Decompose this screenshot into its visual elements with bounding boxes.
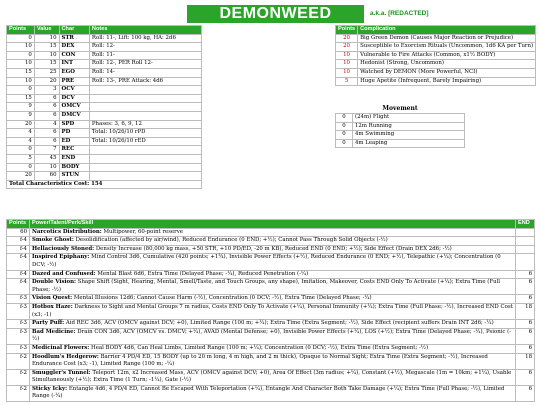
power-end: 18 [516,353,535,369]
complication-text: Hedonist (Strong, Uncommon) [358,60,536,69]
char-notes: Roll: 14- [89,68,201,77]
char-value: 7 [34,146,59,155]
char-notes: Roll: 12- [89,43,201,52]
movement-mode: 12m Running [353,122,465,131]
characteristics-total-row [7,180,202,189]
char-notes: Roll: 11-, Lift: 100 kg, HA: 2d6 [89,34,201,43]
power-description-cell [30,385,516,401]
char-name: DCV [59,94,89,103]
char-points: 10 [7,60,35,69]
power-end [516,237,535,246]
char-notes: Phases: 3, 6, 9, 12 [89,120,201,129]
power-row [7,245,535,254]
complications-header-row [336,26,536,35]
characteristic-row [7,111,202,120]
movement-row [336,122,465,131]
char-name: CON [59,51,89,60]
char-notes: Roll: 13-, PRE Attack: 4d6 [89,77,201,86]
char-points: 0 [7,51,35,60]
complication-points: 5 [336,77,358,86]
complications-body [336,34,536,86]
char-name: STR [59,34,89,43]
char-notes: Total: 10/26/10 rED [89,137,201,146]
movement-mode: (24m) Flight [353,114,465,123]
char-notes: Roll: 12-, PER Roll 12- [89,60,201,69]
char-name: END [59,154,89,163]
characteristics-table [6,25,202,189]
power-end: 18 [516,303,535,319]
char-name: STUN [59,172,89,181]
char-name: INT [59,60,89,69]
char-notes [89,154,201,163]
characteristic-row [7,34,202,43]
char-notes [89,94,201,103]
char-name: SPD [59,120,89,129]
power-points: f-4 [7,254,30,270]
characteristic-row [7,120,202,129]
char-name: PRE [59,77,89,86]
power-description: Mind Control 3d6, Cumulative (420 points; +1¾), Invisible Power Effects (+½), Reduced Endurance (0 END; +½), Telepathic (+¼); Concentration (0 DCV; -½) [32,254,501,268]
char-points: 10 [7,77,35,86]
power-description: Mental Blast 6d6, Extra Time (Delayed Phase; -¼), Reduced Penetration (-¼) [97,270,309,277]
characteristic-row [7,68,202,77]
char-notes: Total: 10/26/10 rPD [89,129,201,138]
characteristic-row [7,77,202,86]
char-notes [89,146,201,155]
power-name: Bad Medicine: [32,328,76,335]
power-row [7,295,535,304]
complication-points: 10 [336,68,358,77]
power-row [7,344,535,353]
movement-title: Movement [382,105,418,112]
complication-row [336,51,536,60]
movement-mode: 4m Leaping [353,139,465,148]
complication-row [336,68,536,77]
power-row [7,353,535,369]
char-points: 4 [7,137,35,146]
power-name: Party Puff: [32,320,65,327]
complication-points: 10 [336,60,358,69]
movement-table [335,104,465,148]
char-notes [89,111,201,120]
power-name: Double Vision: [32,279,77,286]
char-points: 20 [7,120,35,129]
power-points: f-3 [7,344,30,353]
power-end: 6 [516,344,535,353]
char-value: 6 [34,94,59,103]
power-description: Darkness to Sight and Mental Groups 7 m radius, Costs END Only To Activate (+¼), Personal Immunity (+¼); Extra Time (Full Phase; -½), Increased END Cost (x3; -1) [32,303,513,318]
power-end: 6 [516,328,535,344]
power-name: Dazed and Confused: [32,270,96,277]
char-points: 0 [7,34,35,43]
complication-points: 20 [336,43,358,52]
complication-points: 10 [336,51,358,60]
char-points: 15 [7,68,35,77]
power-row [7,320,535,329]
title-bar [187,5,535,23]
power-end [516,245,535,254]
characteristic-row [7,51,202,60]
power-end: 6 [516,279,535,295]
power-description: Density Increase (80,000 kg mass, +50 STR, +10 PD/ED, -20 m KB), Reduced END (0 END; +½); Side Effect (Drain DEX 2d6; -½) [95,245,452,252]
char-name: OMCV [59,103,89,112]
power-points: f-4 [7,245,30,254]
power-name: Smuggler's Tunnel: [32,369,91,376]
power-row [7,228,535,237]
complication-text: Watched by DEMON (More Powerful, NCI) [358,68,536,77]
char-value: 10 [34,163,59,172]
power-description-cell [30,303,516,319]
powers-body [7,228,535,401]
char-points: 9 [7,103,35,112]
complication-text: Huge Apetite (Infrequent, Barely Impairing) [358,77,536,86]
power-points: f-4 [7,279,30,295]
power-end: 6 [516,320,535,329]
power-end: 6 [516,385,535,401]
complication-text: Big Green Demon (Causes Major Reaction or Prejudice) [358,34,536,43]
power-end: 6 [516,270,535,279]
char-value: 45 [34,154,59,163]
power-description-cell [30,279,516,295]
character-name: DEMONWEED [187,5,364,23]
movement-row [336,139,465,148]
power-row [7,237,535,246]
char-notes: Roll: 11- [89,51,201,60]
char-name: ED [59,137,89,146]
complication-row [336,43,536,52]
char-value: 25 [34,68,59,77]
char-value: 6 [34,137,59,146]
char-value: 10 [34,51,59,60]
power-points: f-4 [7,270,30,279]
col-complication: Complication [358,26,536,35]
char-notes [89,103,201,112]
characteristic-row [7,129,202,138]
power-row [7,328,535,344]
char-value: 15 [34,43,59,52]
power-description-cell [30,228,516,237]
movement-points: 0 [336,139,353,148]
complication-points: 20 [336,34,358,43]
power-description-cell [30,328,516,344]
power-name: Hoodlum's Hedgerow: [32,353,99,360]
power-description: Drain CON 3d6, ACV (OMCV vs. DMCV; +¼), AVAD (Mental Defense; +0), Invisible Power Effects (+¼), LOS (+½); Extra Time (Delayed Phase; -¼), Psionic (-½) [32,328,512,343]
char-value: 4 [34,120,59,129]
power-description: Shape Shift (Sight, Hearing, Mental, Smell/Taste, and Touch Groups, any shape), Imitation, Makeover, Costs END Only To Activate (+¼); Extra Time (Full Phase; -½) [32,279,501,293]
power-row [7,270,535,279]
powers-header-row [7,220,535,229]
characteristic-row [7,103,202,112]
col-notes: Notes [89,26,201,35]
power-points: f-2 [7,385,30,401]
char-notes [89,172,201,181]
col-points: Points [7,220,30,229]
char-points: 0 [7,146,35,155]
char-points: 9 [7,111,35,120]
power-end: 6 [516,295,535,304]
power-description: Aid REC 3d6, ACV (OMCV against DCV; +0), Limited Range (100 m; +¼); Extra Time (Extra Segment; -½), Side Effect (recipient suffers Drain INT 2d6; -¼) [65,320,494,327]
characteristic-row [7,163,202,172]
char-points: 20 [7,172,35,181]
characteristic-row [7,172,202,181]
complications-table [335,25,536,86]
power-row [7,369,535,385]
power-name: Vision Quest: [32,295,73,302]
char-name: PD [59,129,89,138]
complication-row [336,77,536,86]
char-value: 60 [34,172,59,181]
movement-row [336,131,465,140]
power-description-cell [30,344,516,353]
char-value: 3 [34,86,59,95]
power-name: Sticky Icky: [32,385,68,392]
power-points: f-2 [7,369,30,385]
characteristic-row [7,43,202,52]
char-name: BODY [59,163,89,172]
power-description: Entangle 4d6, 4 PD/4 ED, Cannot Be Escaped With Teleportation (+¼), Entangle And Character Both Take Damage (+¼); Extra Time (Full Phase; -½), Limited Range (-¼) [32,385,505,400]
col-char: Char [59,26,89,35]
power-row [7,254,535,270]
movement-mode: 4m Swimming [353,131,465,140]
power-description-cell [30,237,516,246]
char-value: 6 [34,129,59,138]
power-description: Multipower, 60-point reserve [103,228,183,235]
power-row [7,303,535,319]
power-points: f-2 [7,353,30,369]
complication-text: Susceptible to Exorcism Rituals (Uncommon, 1d6 KA per Turn) [358,43,536,52]
power-points: f-4 [7,237,30,246]
movement-points: 0 [336,131,353,140]
char-points: 0 [7,86,35,95]
movement-points: 0 [336,114,353,123]
power-end: 6 [516,369,535,385]
power-name: Inspired Epiphany: [32,254,90,261]
characteristics-total: Total Characteristics Cost: 154 [7,180,202,189]
col-points: Points [336,26,358,35]
char-points: 10 [7,43,35,52]
power-description-cell [30,295,516,304]
power-description-cell [30,369,516,385]
characteristic-row [7,86,202,95]
power-points: f-3 [7,320,30,329]
movement-body [336,114,465,148]
col-power: Power/Talent/Perk/Skill [30,220,516,229]
power-description-cell [30,320,516,329]
complication-row [336,60,536,69]
movement-points: 0 [336,122,353,131]
char-points: 15 [7,94,35,103]
char-points: 5 [7,154,35,163]
characteristic-row [7,137,202,146]
char-notes [89,86,201,95]
char-value: 10 [34,34,59,43]
char-name: DMCV [59,111,89,120]
power-name: Smoke Ghost: [32,237,74,244]
complication-row [336,34,536,43]
power-row [7,279,535,295]
power-points: f-3 [7,303,30,319]
power-end [516,254,535,270]
char-name: DEX [59,43,89,52]
movement-row [336,114,465,123]
powers-table [6,219,535,402]
power-description: Teleport 12m, x2 Increased Mass, ACV (OMCV against DCV; +0), Area Of Effect (3m radius; +¼), Constant (+½), Megascale (1m = 10km; +1¼), Usable Simultaneously (+½); Extra Time (1 Turn; -1¼), Gate (-½) [32,369,512,384]
col-points: Points [7,26,35,35]
char-name: REC [59,146,89,155]
col-end: END [516,220,535,229]
char-name: OCV [59,86,89,95]
char-value: 6 [34,111,59,120]
char-value: 20 [34,77,59,86]
characteristics-body [7,34,202,180]
power-description: Mental Illusions 12d6; Cannot Cause Harm (-½), Concentration (0 DCV; -½), Extra Time (Delayed Phase; -¼) [73,295,372,302]
char-value: 6 [34,103,59,112]
characteristic-row [7,60,202,69]
power-end [516,228,535,237]
power-description-cell [30,254,516,270]
power-description: Desolidification (affected by air/wind), Reduced Endurance (0 END; +½); Cannot Pass Through Solid Objects (-½) [75,237,388,244]
characteristics-header-row [7,26,202,35]
power-name: Narcotics Distribution: [32,228,102,235]
power-name: Medicinal Flowers: [32,344,90,351]
char-notes [89,163,201,172]
characteristic-row [7,94,202,103]
power-row [7,385,535,401]
power-description-cell [30,245,516,254]
char-name: EGO [59,68,89,77]
power-name: Hotbox Haze: [32,303,73,310]
power-points: f-3 [7,328,30,344]
char-points: 4 [7,129,35,138]
complication-text: Vulnerable to Fire Attacks (Common, x1½ BODY) [358,51,536,60]
characteristic-row [7,146,202,155]
power-description: Barrier 4 PD/4 ED, 15 BODY (up to 20 m long, 4 m high, and 2 m thick), Opaque to Normal Sight; Extra Time (Extra Segment; -½), Increased Endurance Cost (x3; -1), Limited Range (100 m; -¼) [32,353,488,368]
power-points: f-3 [7,295,30,304]
power-points: 60 [7,228,30,237]
power-description-cell [30,353,516,369]
power-name: Hellaciously Stoned: [32,245,95,252]
col-value: Value [34,26,59,35]
characteristic-row [7,154,202,163]
character-alias: a.k.a. [REDACTED] [370,10,429,17]
char-points: 0 [7,163,35,172]
char-value: 15 [34,60,59,69]
power-description: Heal BODY 4d6, Can Heal Limbs, Limited Range (100 m; +¼); Concentration (0 DCV; -½), Extra Time (Extra Segment; -½) [91,344,429,351]
power-description-cell [30,270,516,279]
